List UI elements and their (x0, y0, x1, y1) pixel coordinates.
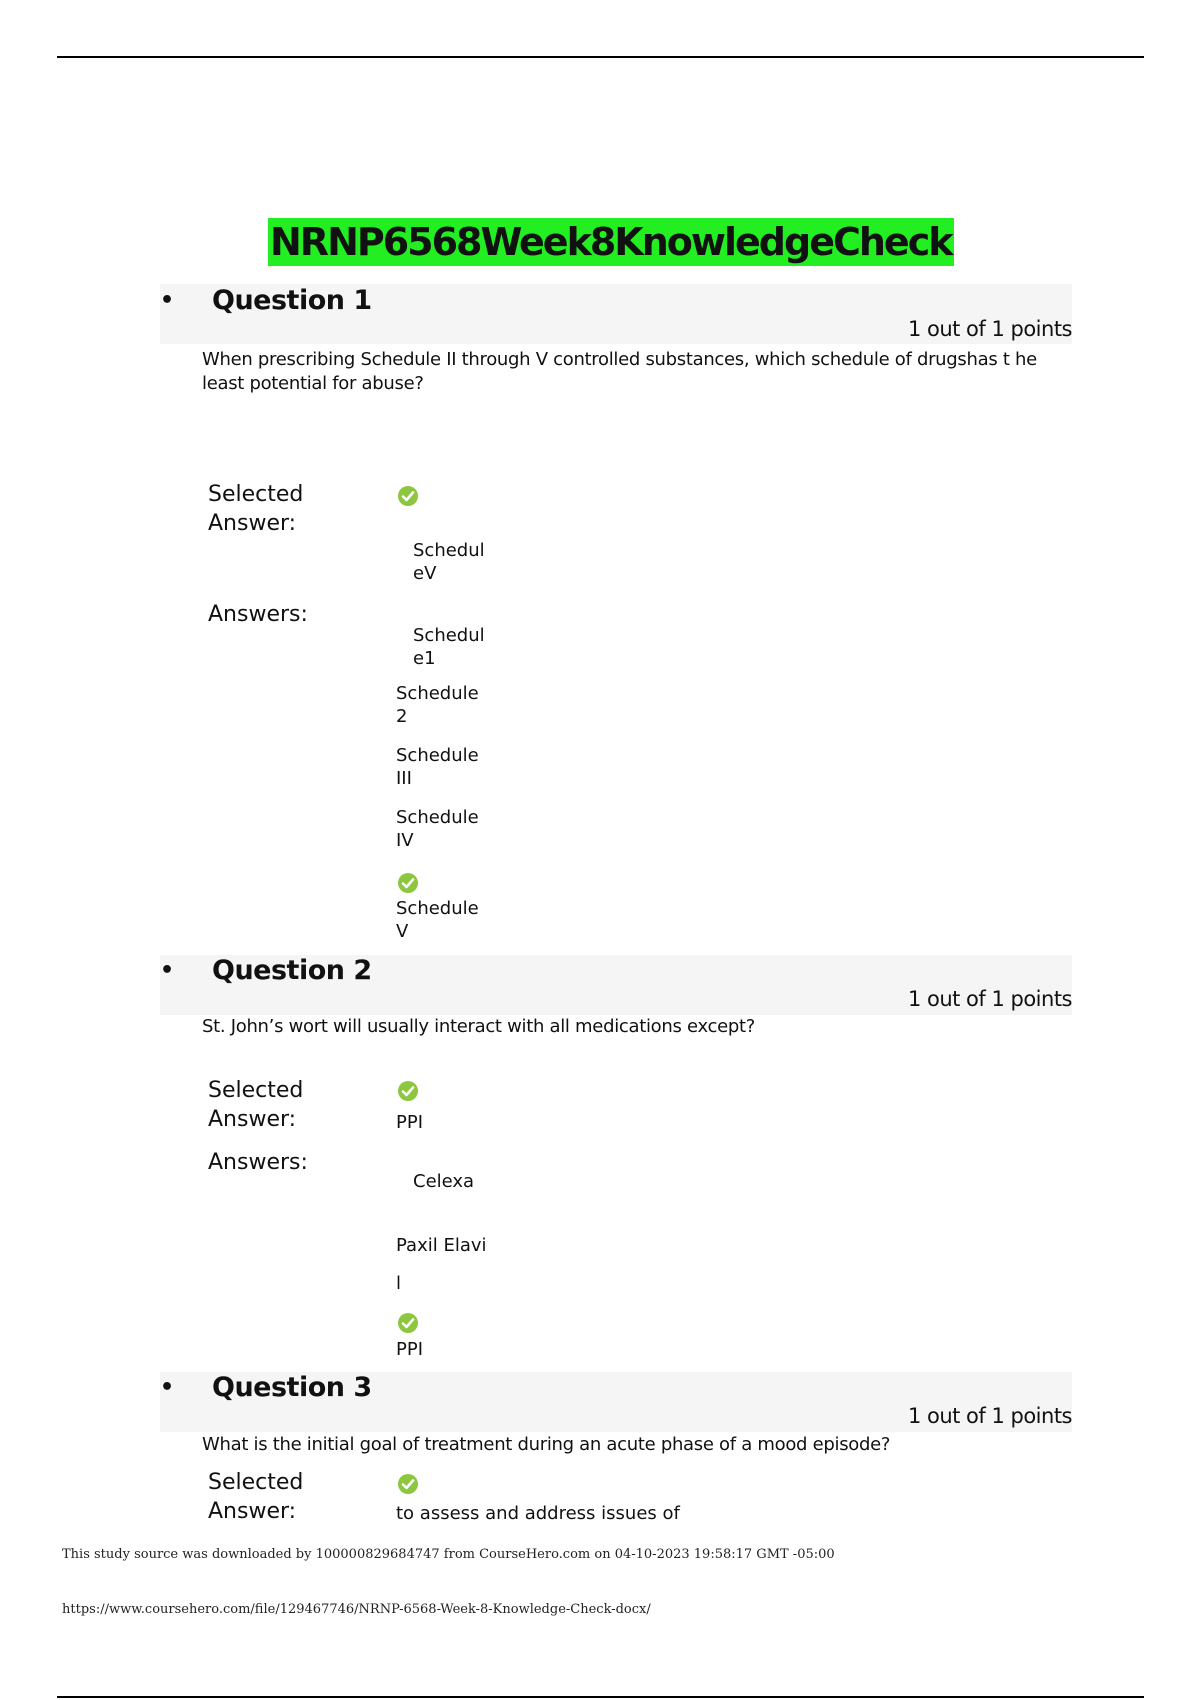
footer-url[interactable]: https://www.coursehero.com/file/129467746/NRNP-6568-Week-8-Knowledge-Check-docx/ (62, 1602, 651, 1617)
question-1-selected-answer: ScheduleV (413, 540, 485, 584)
question-3-points: 1 out of 1 points (907, 1404, 1072, 1428)
question-2-selected-answer: PPI (396, 1112, 424, 1133)
question-1-title: Question 1 (212, 285, 372, 316)
bullet-dot: • (160, 1375, 175, 1400)
question-1-answer-3: Schedule III (396, 745, 479, 789)
question-2-answers-label: Answers: (208, 1150, 308, 1175)
question-1-answer-5: Schedule V (396, 898, 479, 942)
check-circle-icon (397, 1312, 419, 1334)
question-2-points: 1 out of 1 points (907, 987, 1072, 1011)
bullet-dot: • (160, 958, 175, 983)
question-1-answer-2: Schedule 2 (396, 683, 479, 727)
bullet-dot: • (160, 288, 175, 313)
top-rule (57, 56, 1144, 58)
question-3-selected-label: Selected Answer: (208, 1470, 304, 1524)
check-circle-icon (397, 1080, 419, 1102)
check-circle-icon (397, 485, 419, 507)
question-3-text: What is the initial goal of treatment during an acute phase of a mood episode? (202, 1434, 891, 1455)
question-2-answer-1: Celexa (413, 1171, 475, 1192)
check-circle-icon (397, 1473, 419, 1495)
question-1-answer-4: Schedule IV (396, 807, 479, 851)
question-2-answer-4: PPI (396, 1339, 424, 1360)
question-2-answer-3: l (396, 1273, 402, 1294)
question-1-answers-label: Answers: (208, 602, 308, 627)
question-3-title: Question 3 (212, 1372, 372, 1403)
bottom-rule (57, 1696, 1144, 1698)
document-title: NRNP6568Week8KnowledgeCheck (270, 220, 952, 264)
footer-source-line: This study source was downloaded by 100000829684747 from CourseHero.com on 04-10-2023 19:58:17 GMT -05:00 (62, 1547, 835, 1562)
question-1-text: When prescribing Schedule II through V controlled substances, which schedule of drugshas t he least potential for abuse? (202, 349, 1037, 394)
question-3-selected-answer: to assess and address issues of (396, 1503, 680, 1524)
question-2-title: Question 2 (212, 955, 372, 986)
check-circle-icon (397, 872, 419, 894)
question-1-points: 1 out of 1 points (907, 317, 1072, 341)
question-2-selected-label: Selected Answer: (208, 1078, 304, 1132)
question-2-answer-2: Paxil Elavi (396, 1235, 487, 1256)
question-1-selected-label: Selected Answer: (208, 482, 304, 536)
question-1-answer-1: Schedule1 (413, 625, 485, 669)
question-2-text: St. John’s wort will usually interact with all medications except? (202, 1016, 756, 1037)
